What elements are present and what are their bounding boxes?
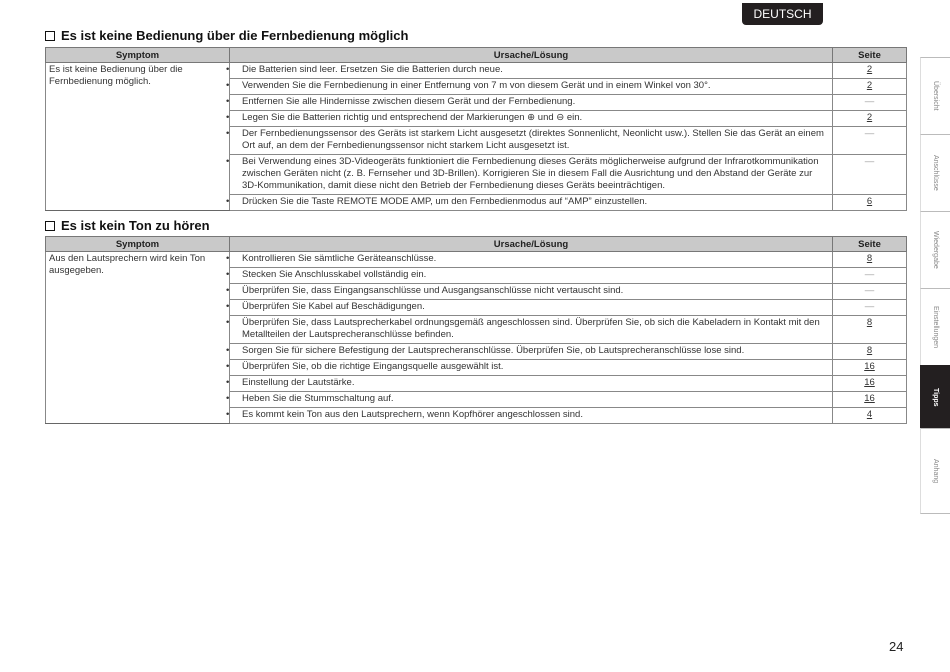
page-cell <box>833 316 907 344</box>
page-link[interactable]: 16 <box>864 393 875 404</box>
cause-text: Die Batterien sind leer. Ersetzen Sie die Batterien durch neue. <box>242 64 503 75</box>
side-tab-label: Übersicht <box>932 81 939 111</box>
cause-cell <box>226 360 833 376</box>
troubleshooting-table-remote <box>45 47 907 211</box>
page-link[interactable]: 8 <box>866 317 873 328</box>
page-link[interactable]: 4 <box>866 409 873 420</box>
page-cell <box>833 392 907 408</box>
bullet-icon: • <box>226 64 230 75</box>
bullet-icon: • <box>226 377 230 388</box>
page-cell <box>833 376 907 392</box>
cause-cell <box>226 155 833 195</box>
checkbox-square-icon <box>45 221 55 231</box>
side-tab-label: Anhang <box>932 458 939 484</box>
bullet-icon: • <box>226 128 230 139</box>
cause-text: Verwenden Sie die Fernbedienung in einer Entfernung von 7 m von diesem Gerät und in einem Winkel von 30°. <box>242 80 711 91</box>
checkbox-square-icon <box>45 31 55 41</box>
cause-text: Entfernen Sie alle Hindernisse zwischen diesem Gerät und der Fernbedienung. <box>242 96 576 107</box>
cause-text: Der Fernbedienungssensor des Geräts ist starkem Licht ausgesetzt (direktes Sonnenlicht, Neonlicht usw.). Stellen Sie das Gerät an einem Ort auf, an dem der Fernbedienungssensor nicht starkem Licht ausgesetzt ist. <box>242 128 824 151</box>
language-tab[interactable]: DEUTSCH <box>742 3 823 25</box>
cause-cell <box>226 376 833 392</box>
cause-cell <box>226 111 833 127</box>
bullet-icon: • <box>226 80 230 91</box>
header-page: Seite <box>833 237 907 252</box>
page-link[interactable]: 16 <box>864 377 875 388</box>
section-title-text: Es ist kein Ton zu hören <box>61 218 210 233</box>
bullet-icon: • <box>226 196 230 207</box>
cause-cell <box>226 392 833 408</box>
bullet-icon: • <box>226 269 230 280</box>
page-cell <box>833 300 907 316</box>
page-none: — <box>864 285 875 296</box>
page-cell <box>833 155 907 195</box>
cause-text: Überprüfen Sie, dass Lautsprecherkabel ordnungsgemäß angeschlossen sind. Überprüfen Sie, ob sich die Kabeladern in Kontakt mit den Metallteilen der Lautsprecheranschlüsse befinden. <box>242 317 820 340</box>
cause-cell <box>226 300 833 316</box>
page-cell <box>833 95 907 111</box>
cause-cell <box>226 284 833 300</box>
side-navigation <box>920 57 950 514</box>
cause-cell <box>226 63 833 79</box>
side-tab-label: Tipps <box>932 387 939 407</box>
cause-cell <box>226 316 833 344</box>
cause-cell <box>226 79 833 95</box>
side-tab-2[interactable] <box>920 134 950 211</box>
page-none: — <box>864 156 875 167</box>
page-number: 24 <box>889 639 904 654</box>
cause-text: Überprüfen Sie Kabel auf Beschädigungen. <box>242 301 425 312</box>
header-symptom: Symptom <box>46 48 230 63</box>
bullet-icon: • <box>226 253 230 264</box>
page-cell <box>833 195 907 211</box>
bullet-icon: • <box>226 361 230 372</box>
page-cell <box>833 268 907 284</box>
cause-text: Einstellung der Lautstärke. <box>242 377 355 388</box>
page-link[interactable]: 16 <box>864 361 875 372</box>
cause-text: Überprüfen Sie, ob die richtige Eingangsquelle ausgewählt ist. <box>242 361 504 372</box>
side-tab-label: Anschlüsse <box>932 155 939 191</box>
section-title-no-sound <box>45 218 210 233</box>
page-cell <box>833 284 907 300</box>
page-link[interactable]: 8 <box>866 253 873 264</box>
page-link[interactable]: 6 <box>866 196 873 207</box>
cause-cell <box>226 95 833 111</box>
page-link[interactable]: 2 <box>866 80 873 91</box>
cause-text: Es kommt kein Ton aus den Lautsprechern, wenn Kopfhörer angeschlossen sind. <box>242 409 583 420</box>
side-tab-5[interactable] <box>920 365 950 428</box>
bullet-icon: • <box>226 156 230 167</box>
cause-text: Sorgen Sie für sichere Befestigung der Lautsprecheranschlüsse. Überprüfen Sie, ob Lautsprecheranschlüsse lose sind. <box>242 345 745 356</box>
side-tab-6[interactable] <box>920 428 950 514</box>
cause-text: Drücken Sie die Taste REMOTE MODE AMP, um den Fernbedienmodus auf “AMP” einzustellen. <box>242 196 648 207</box>
cause-text: Stecken Sie Anschlusskabel vollständig ein. <box>242 269 427 280</box>
page-link[interactable]: 2 <box>866 64 873 75</box>
page-none: — <box>864 96 875 107</box>
side-tab-3[interactable] <box>920 211 950 288</box>
side-tab-label: Wiedergabe <box>932 231 939 269</box>
header-cause: Ursache/Lösung <box>230 237 833 252</box>
page-cell <box>833 79 907 95</box>
bullet-icon: • <box>226 317 230 328</box>
table-row <box>46 252 907 268</box>
bullet-icon: • <box>226 345 230 356</box>
bullet-icon: • <box>226 409 230 420</box>
bullet-icon: • <box>226 285 230 296</box>
cause-text: Legen Sie die Batterien richtig und entsprechend der Markierungen ⊕ und ⊖ ein. <box>242 112 583 123</box>
side-tab-4[interactable] <box>920 288 950 365</box>
cause-cell <box>226 344 833 360</box>
cause-text: Heben Sie die Stummschaltung auf. <box>242 393 394 404</box>
symptom-cell: Es ist keine Bedienung über die Fernbedienung möglich. <box>46 63 230 211</box>
section-title-text: Es ist keine Bedienung über die Fernbedienung möglich <box>61 28 409 43</box>
cause-cell <box>226 195 833 211</box>
cause-text: Überprüfen Sie, dass Eingangsanschlüsse und Ausgangsanschlüsse nicht vertauscht sind. <box>242 285 624 296</box>
page-cell <box>833 111 907 127</box>
page-cell <box>833 408 907 424</box>
troubleshooting-table-no-sound <box>45 236 907 424</box>
page-cell <box>833 63 907 79</box>
cause-cell <box>226 127 833 155</box>
page-cell <box>833 127 907 155</box>
cause-cell <box>226 408 833 424</box>
page-none: — <box>864 269 875 280</box>
page-none: — <box>864 301 875 312</box>
page-cell <box>833 252 907 268</box>
side-tab-1[interactable] <box>920 57 950 134</box>
cause-text: Bei Verwendung eines 3D-Videogeräts funktioniert die Fernbedienung dieses Geräts möglicherweise aufgrund der Infrarotkommunikation zwischen Geräten nicht (z. B. Fernseher und 3D-Brillen). Korrigieren Sie in diesem Fall die Ausrichtung und den Abstand der Geräte zur 3D-Kommunikation, damit diese nicht den Betrieb der Fernbedienung dieses Geräts beeinträchtigen. <box>242 156 819 191</box>
bullet-icon: • <box>226 301 230 312</box>
symptom-cell: Aus den Lautsprechern wird kein Ton ausgegeben. <box>46 252 230 424</box>
page-cell <box>833 360 907 376</box>
page-link[interactable]: 2 <box>866 112 873 123</box>
header-page: Seite <box>833 48 907 63</box>
header-symptom: Symptom <box>46 237 230 252</box>
bullet-icon: • <box>226 96 230 107</box>
header-cause: Ursache/Lösung <box>230 48 833 63</box>
page-none: — <box>864 128 875 139</box>
table-row <box>46 63 907 79</box>
bullet-icon: • <box>226 112 230 123</box>
cause-cell <box>226 252 833 268</box>
cause-text: Kontrollieren Sie sämtliche Geräteanschlüsse. <box>242 253 437 264</box>
page-link[interactable]: 8 <box>866 345 873 356</box>
cause-cell <box>226 268 833 284</box>
side-tab-label: Einstellungen <box>932 305 939 349</box>
bullet-icon: • <box>226 393 230 404</box>
page-cell <box>833 344 907 360</box>
section-title-remote <box>45 28 408 43</box>
